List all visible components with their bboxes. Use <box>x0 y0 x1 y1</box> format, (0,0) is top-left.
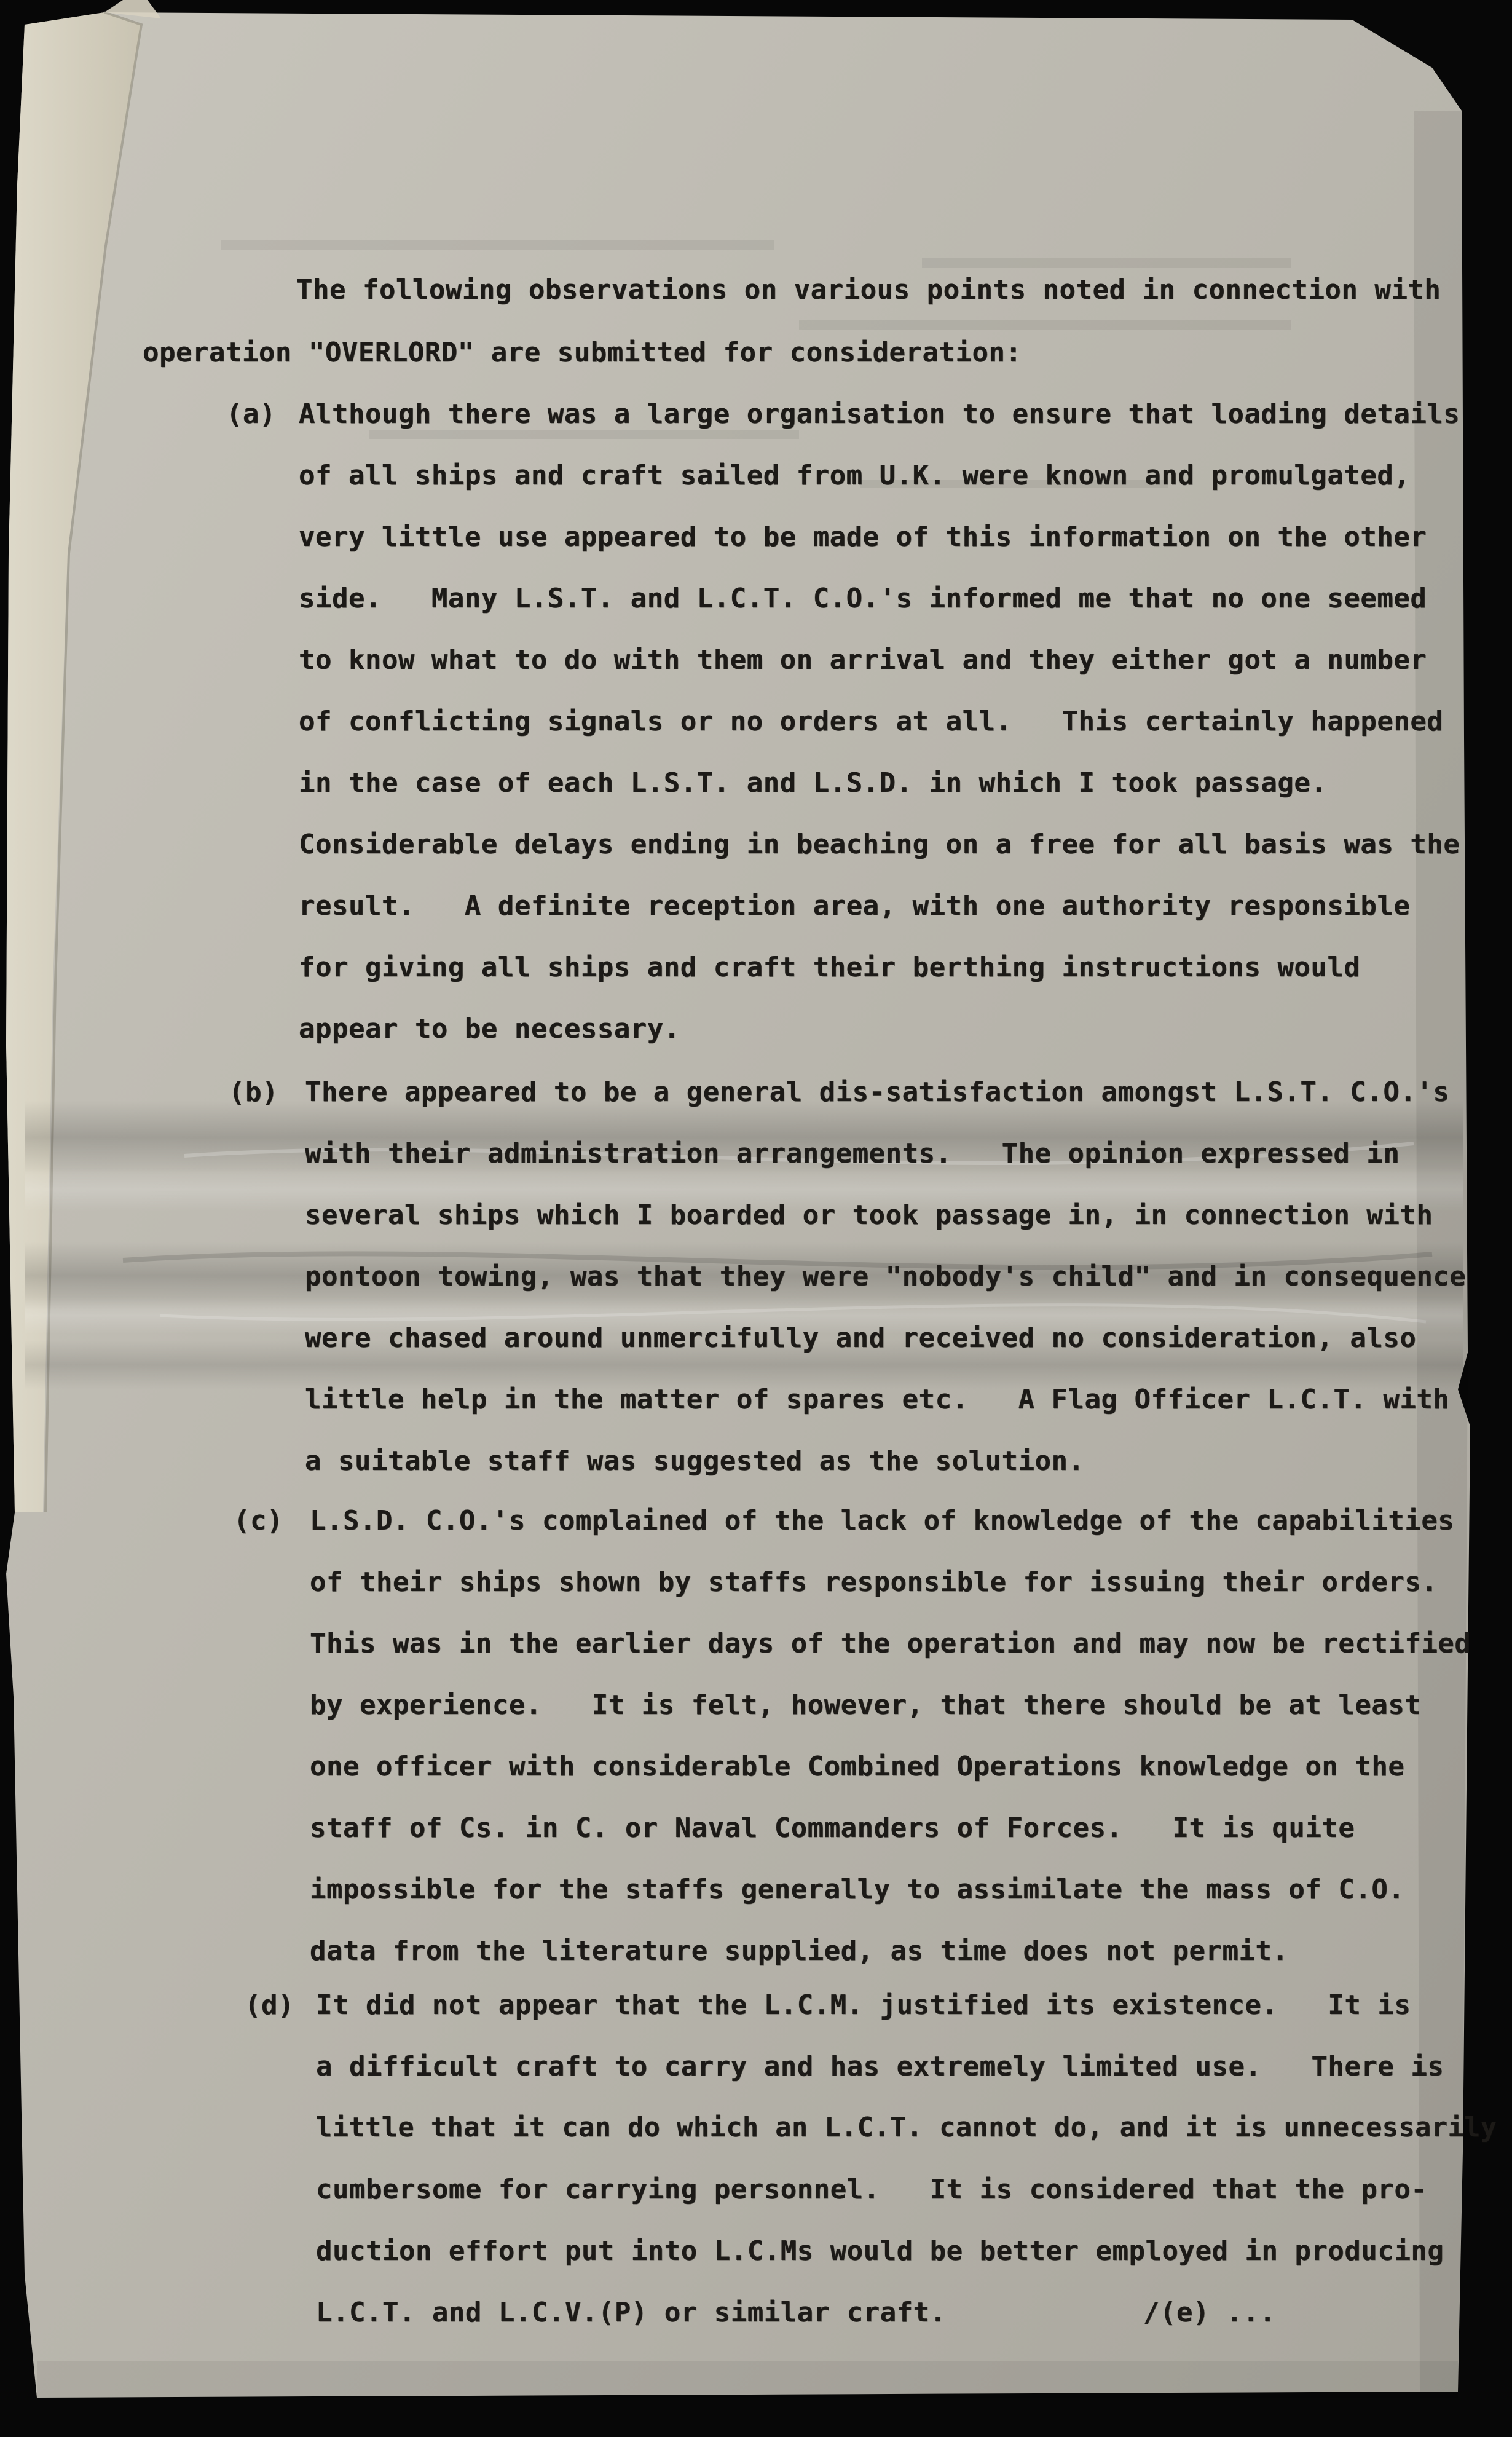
paragraph-line: were chased around unmercifully and received no consideration, also <box>305 1322 1417 1354</box>
paragraph-line: one officer with considerable Combined Operations knowledge on the <box>310 1751 1405 1782</box>
paragraph-line: cumbersome for carrying personnel. It is considered that the pro- <box>316 2174 1428 2205</box>
paragraph-label: (b) <box>229 1076 278 1108</box>
paragraph-line: There appeared to be a general dis-satisfaction amongst L.S.T. C.O.'s <box>305 1076 1450 1108</box>
paragraph-line: data from the literature supplied, as time does not permit. <box>310 1935 1289 1967</box>
paragraph-line: duction effort put into L.C.Ms would be better employed in producing <box>316 2235 1444 2267</box>
paragraph-line: in the case of each L.S.T. and L.S.D. in which I took passage. <box>299 767 1328 799</box>
paragraph-line: a difficult craft to carry and has extremely limited use. There is <box>316 2051 1444 2082</box>
intro-line: The following observations on various points noted in connection with <box>296 274 1441 306</box>
paragraph-line: by experience. It is felt, however, that there should be at least <box>310 1689 1422 1721</box>
paragraph-line: a suitable staff was suggested as the solution. <box>305 1445 1085 1477</box>
paragraph-label: (c) <box>234 1505 283 1536</box>
paragraph-line: with their administration arrangements. The opinion expressed in <box>305 1138 1400 1169</box>
paragraph-line: L.C.T. and L.C.V.(P) or similar craft. <box>316 2297 947 2328</box>
paragraph-line: staff of Cs. in C. or Naval Commanders of Forces. It is quite <box>310 1812 1355 1844</box>
paragraph-line: It did not appear that the L.C.M. justified its existence. It is <box>316 1989 1411 2021</box>
paragraph-line: result. A definite reception area, with one authority responsible <box>299 890 1411 922</box>
paragraph-line: of conflicting signals or no orders at all. This certainly happened <box>299 706 1444 737</box>
paragraph-line: Although there was a large organisation to ensure that loading details <box>299 398 1460 430</box>
paragraph-line: very little use appeared to be made of this information on the other <box>299 521 1427 553</box>
intro-line: operation "OVERLORD" are submitted for consideration: <box>143 337 1022 368</box>
paragraph-line: appear to be necessary. <box>299 1013 680 1045</box>
paragraph-line: little help in the matter of spares etc. A Flag Officer L.C.T. with <box>305 1384 1450 1415</box>
paragraph-line: Considerable delays ending in beaching on a free for all basis was the <box>299 829 1460 860</box>
paragraph-line: pontoon towing, was that they were "nobody's child" and in consequence <box>305 1261 1467 1292</box>
paragraph-line: several ships which I boarded or took passage in, in connection with <box>305 1199 1433 1231</box>
paragraph-line: little that it can do which an L.C.T. cannot do, and it is unnecessarily <box>316 2112 1497 2143</box>
paragraph-line: impossible for the staffs generally to assimilate the mass of C.O. <box>310 1874 1405 1905</box>
continuation-marker: /(e) ... <box>1143 2297 1276 2328</box>
paragraph-line: to know what to do with them on arrival and they either got a number <box>299 644 1427 676</box>
paragraph-line: side. Many L.S.T. and L.C.T. C.O.'s informed me that no one seemed <box>299 583 1427 614</box>
paragraph-label: (a) <box>226 398 276 430</box>
paragraph-line: L.S.D. C.O.'s complained of the lack of knowledge of the capabilities <box>310 1505 1455 1536</box>
paragraph-label: (d) <box>245 1989 294 2021</box>
paragraph-line: for giving all ships and craft their berthing instructions would <box>299 952 1361 983</box>
paragraph-line: of their ships shown by staffs responsible for issuing their orders. <box>310 1566 1438 1598</box>
paragraph-line: of all ships and craft sailed from U.K. were known and promulgated, <box>299 460 1411 491</box>
paragraph-line: This was in the earlier days of the operation and may now be rectified <box>310 1628 1471 1659</box>
